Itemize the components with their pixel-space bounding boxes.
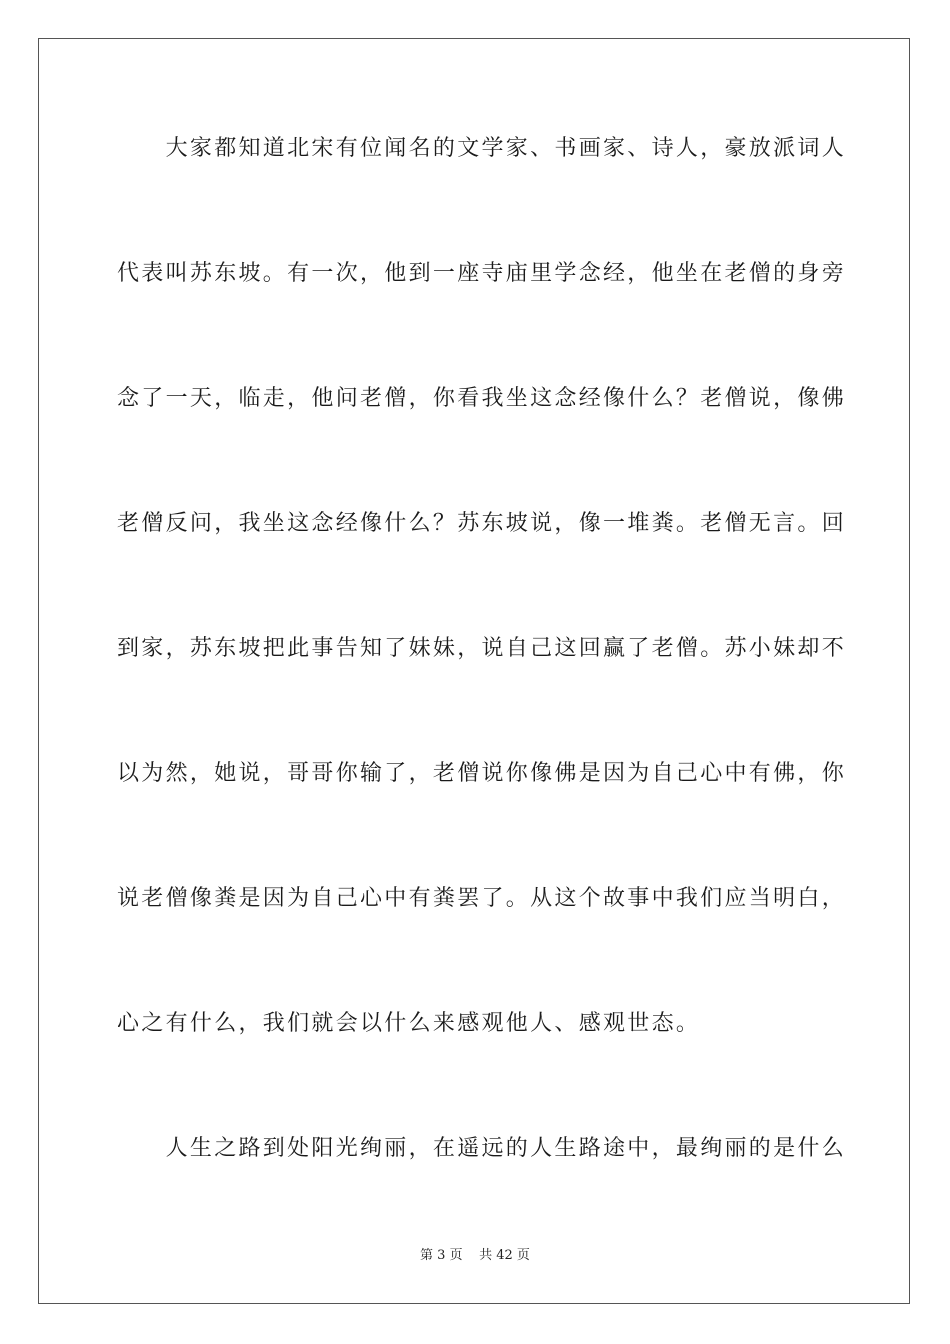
page-border	[38, 38, 910, 1304]
text-line: 心之有什么，我们就会以什么来感观他人、感观世态。	[117, 1011, 701, 1036]
text-line: 以为然，她说，哥哥你输了，老僧说你像佛是因为自己心中有佛，你	[117, 761, 847, 786]
text-line: 到家，苏东坡把此事告知了妹妹，说自己这回赢了老僧。苏小妹却不	[117, 636, 847, 661]
text-line: 人生之路到处阳光绚丽，在遥远的人生路途中，最绚丽的是什么	[117, 1136, 847, 1161]
page-footer	[0, 1247, 950, 1265]
text-line: 代表叫苏东坡。有一次，他到一座寺庙里学念经，他坐在老僧的身旁	[117, 261, 847, 286]
text-line: 老僧反问，我坐这念经像什么？苏东坡说，像一堆粪。老僧无言。回	[117, 511, 847, 536]
page-number: 第 3 页	[420, 1248, 463, 1263]
text-line: 说老僧像粪是因为自己心中有粪罢了。从这个故事中我们应当明白，	[117, 886, 847, 911]
text-line: 大家都知道北宋有位闻名的文学家、书画家、诗人，豪放派词人	[117, 136, 847, 161]
page-total: 共 42 页	[479, 1248, 530, 1263]
text-line: 念了一天，临走，他问老僧，你看我坐这念经像什么？老僧说，像佛	[117, 386, 847, 411]
